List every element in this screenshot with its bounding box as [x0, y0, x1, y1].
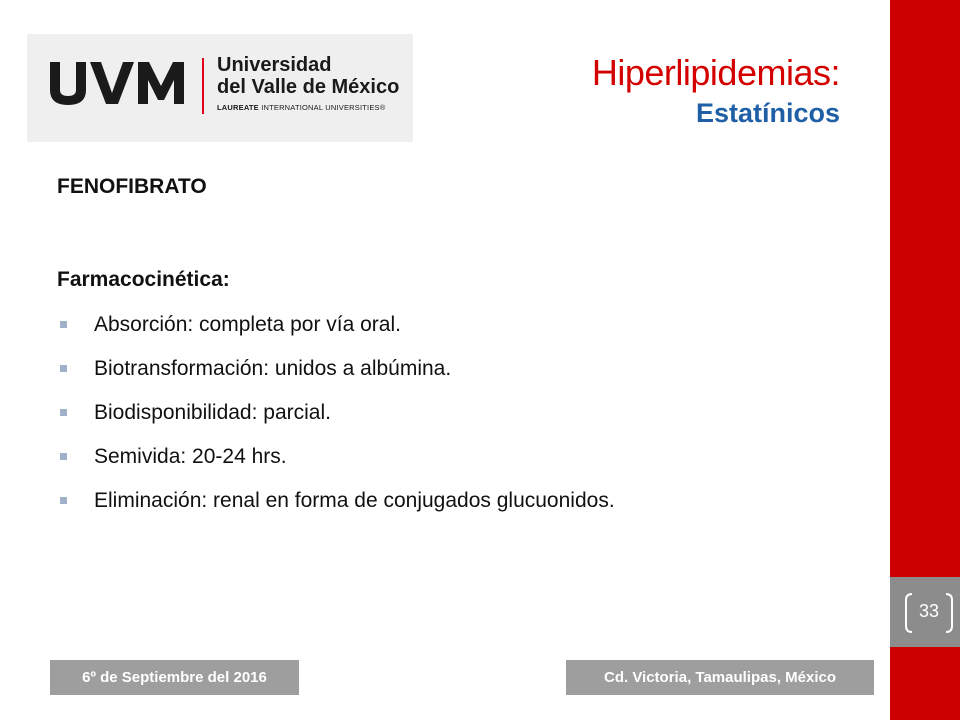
bullet-item [57, 355, 615, 399]
bullet-item [57, 399, 615, 443]
slide-title: Hiperlipidemias: [591, 52, 840, 93]
network-rest: INTERNATIONAL UNIVERSITIES® [261, 103, 386, 112]
bullet-text: Semivida: 20-24 hrs. [94, 445, 287, 468]
slide-number: 33 [918, 601, 940, 621]
university-name-line2: del Valle de México [217, 76, 400, 98]
bullet-list [57, 311, 615, 531]
bullet-text: Biodisponibilidad: parcial. [94, 401, 331, 424]
university-name-line1: Universidad [217, 54, 332, 76]
uvm-logo-mark [48, 60, 188, 106]
footer-location: Cd. Victoria, Tamaulipas, México [566, 660, 874, 695]
bullet-text: Eliminación: renal en forma de conjugados glucuonidos. [94, 489, 615, 512]
square-bullet-icon [60, 409, 67, 416]
slide-subtitle: Estatínicos [695, 98, 840, 128]
network-bold: LAUREATE [217, 103, 259, 112]
university-name [217, 54, 399, 98]
square-bullet-icon [60, 453, 67, 460]
logo-divider [202, 58, 204, 114]
bullet-item [57, 443, 615, 487]
bullet-item [57, 311, 615, 355]
network-label [217, 103, 385, 112]
square-bullet-icon [60, 365, 67, 372]
square-bullet-icon [60, 497, 67, 504]
square-bullet-icon [60, 321, 67, 328]
bullet-item [57, 487, 615, 531]
drug-heading: FENOFIBRATO [57, 175, 207, 198]
section-heading: Farmacocinética: [57, 268, 230, 291]
footer-date: 6º de Septiembre del 2016 [50, 660, 299, 695]
bullet-text: Biotransformación: unidos a albúmina. [94, 357, 452, 380]
bullet-text: Absorción: completa por vía oral. [94, 313, 401, 336]
